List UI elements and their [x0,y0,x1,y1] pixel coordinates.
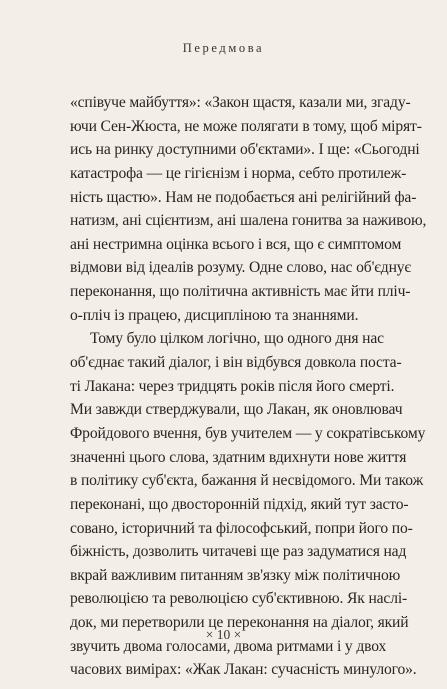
text-line: натизм, ані сцієнтизм, ані шалена гонитва за наживою, [70,212,427,230]
text-line: «співуче майбуття»: «Закон щастя, казали ми, згаду- [70,94,411,111]
text-line: ись на ринку доступними об'єктами». І ще: «Сьогодні [70,141,420,159]
text-line: о-пліч із працею, дисципліною та знаннями. [70,306,359,324]
text-line: переконані, що двосторонній підхід, який тут засто- [70,495,409,513]
text-line: Ми завжди стверджували, що Лакан, як оновлювач [70,401,403,419]
page-number: × 10 × [205,627,242,642]
text-line: ність щастю». Нам не подобається ані релігійний фа- [70,188,417,206]
text-line: біжність, дозволить читачеві ще раз задуматися над [70,543,407,561]
text-line: часових вимірах: «Жак Лакан: сучасність минулого». [70,661,417,679]
text-line: ані нестримна оцінка всього і вся, що є симптомом [70,235,402,253]
text-line: революцією та революцією суб'єктивною. Як наслі- [70,590,408,608]
text-line: ючи Сен-Жюста, не може полягати в тому, щоб мірят- [70,117,422,135]
text-line: Фройдового вчення, був учителем — у сократівському [70,424,426,442]
text-line: вкрай важливим питанням зв'язку між політичною [70,566,401,584]
text-line: ті Лакана: через тридцять років після його смерті. [70,377,395,395]
text-line: в політику суб'єкта, бажання й несвідомого. Ми також [70,472,424,490]
text-line: звучить двома голосами, двома ритмами і у двох [70,637,387,655]
text-line: відмови від ідеалів розуму. Одне слово, нас об'єднує [70,259,411,277]
text-line: переконання, що політична активність має йти пліч- [70,283,411,301]
text-line: значенні цього слова, здатним вдихнути нове життя [70,448,407,466]
text-line: Тому було цілком логічно, що одного дня нас [90,330,384,348]
body-text [70,91,427,682]
text-line: совано, історичний та філософський, попри його по- [70,519,413,537]
text-line: катастрофа — це гігієнізм і норма, себто протилеж- [70,164,407,182]
text-line: док, ми перетворили це переконання на діалог, який [70,614,409,632]
running-head: Передмова [182,41,265,55]
text-line: об'єднає такий діалог, і він відбувся довкола поста- [70,354,402,372]
